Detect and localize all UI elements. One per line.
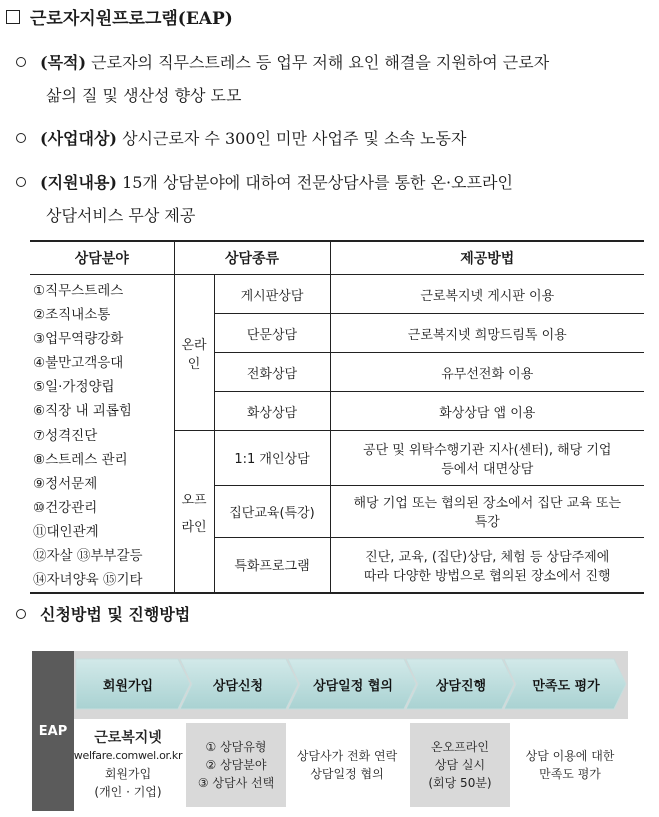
content-line2: 상담서비스 무상 제공 — [46, 206, 196, 225]
section-title — [6, 4, 233, 29]
content-key: (지원내용) — [40, 173, 117, 192]
card-line: ② 상담분야 — [205, 758, 267, 772]
step-label: 상담진행 — [435, 678, 487, 694]
method-line: 진단, 교육, (집단)상담, 체험 등 상담주제에 — [365, 549, 610, 565]
target-item — [16, 122, 466, 155]
field-item: ⑩건강관리 — [33, 499, 98, 516]
purpose-key: (목적) — [40, 53, 87, 72]
card-line: 상담사가 전화 연락 — [296, 749, 398, 763]
field-item: ⑫자살 ⑬부부갈등 — [33, 548, 143, 565]
offline-label-line2: 라인 — [181, 519, 207, 535]
type-cell: 전화상담 — [214, 353, 330, 392]
card-line: 상담일정 협의 — [310, 767, 384, 781]
card-line: 상담 이용에 대한 — [525, 749, 615, 763]
process-heading — [16, 598, 190, 631]
method-line: 공단 및 위탁수행기관 지사(센터), 해당 기업 — [363, 442, 612, 458]
card-line: 근로복지넷 — [94, 730, 162, 746]
survey-card — [516, 723, 624, 807]
card-line: welfare.comwel.or.kr — [73, 749, 183, 762]
card-line: ① 상담유형 — [205, 740, 267, 754]
card-line: 만족도 평가 — [539, 767, 601, 781]
header-type: 상담종류 — [174, 241, 330, 275]
circle-bullet-icon — [16, 57, 26, 67]
method-cell: 화상상담 앱 이용 — [330, 392, 644, 431]
type-cell: 단문상담 — [214, 314, 330, 353]
circle-bullet-icon — [16, 177, 26, 187]
method-cell — [330, 431, 644, 486]
type-cell: 1:1 개인상담 — [214, 431, 330, 486]
method-cell: 근로복지넷 희망드림톡 이용 — [330, 314, 644, 353]
field-item: ⑦성격진단 — [33, 427, 98, 444]
method-line: 등에서 대면상담 — [441, 461, 534, 477]
session-card — [410, 723, 510, 807]
step-label: 상담일정 협의 — [313, 678, 393, 694]
method-cell — [330, 485, 644, 537]
schedule-card — [292, 723, 402, 807]
header-field: 상담분야 — [30, 241, 174, 275]
process-diagram — [32, 651, 628, 811]
step-label: 상담신청 — [212, 678, 264, 694]
target-key: (사업대상) — [40, 129, 117, 148]
field-item: ⑧스트레스 관리 — [33, 451, 128, 468]
card-line: (개인 · 기업) — [94, 785, 162, 799]
field-item: ⑥직장 내 괴롭힘 — [33, 403, 132, 420]
apply-card — [186, 723, 286, 807]
type-cell: 게시판상담 — [214, 275, 330, 314]
field-item: ②조직내소통 — [33, 307, 111, 324]
type-cell: 화상상담 — [214, 392, 330, 431]
content-item — [16, 166, 513, 232]
field-item: ⑭자녀양육 ⑮기타 — [33, 572, 143, 589]
field-item: ①직무스트레스 — [33, 283, 124, 299]
arrow-band — [74, 651, 628, 719]
step-label: 회원가입 — [102, 678, 154, 694]
card-line: 상담 실시 — [434, 758, 486, 772]
circle-bullet-icon — [16, 609, 26, 619]
card-line: 온오프라인 — [431, 740, 489, 754]
purpose-line1: 근로자의 직무스트레스 등 업무 저해 요인 해결을 지원하여 근로자 — [91, 53, 550, 72]
type-cell: 집단교육(특강) — [214, 485, 330, 537]
method-line: 따라 다양한 방법으로 협의된 장소에서 진행 — [363, 568, 611, 584]
table-row — [30, 275, 644, 314]
field-item: ⑪대인관계 — [33, 523, 99, 540]
card-line: ③ 상담사 선택 — [197, 776, 275, 790]
method-cell: 유무선전화 이용 — [330, 353, 644, 392]
section-title-text: 근로자지원프로그램(EAP) — [30, 9, 233, 29]
field-item: ③업무역량강화 — [33, 331, 124, 348]
type-cell: 특화프로그램 — [214, 537, 330, 593]
fields-cell — [30, 275, 174, 594]
method-line: 해당 기업 또는 협의된 장소에서 집단 교육 또는 — [353, 496, 622, 512]
field-item: ⑨정서문제 — [33, 475, 98, 492]
card-line: 회원가입 — [104, 767, 152, 781]
card-line: (회당 50분) — [428, 776, 492, 790]
step-label: 만족도 평가 — [532, 678, 600, 694]
counseling-table — [30, 240, 644, 594]
offline-label-line1: 오프 — [181, 492, 207, 508]
table-header-row — [30, 241, 644, 275]
method-line: 특강 — [474, 515, 500, 531]
offline-label — [174, 431, 214, 594]
purpose-item — [16, 46, 549, 112]
header-method: 제공방법 — [330, 241, 644, 275]
checkbox-square-icon — [6, 10, 20, 24]
field-item: ⑤일·가정양립 — [33, 379, 115, 396]
purpose-line2: 삶의 질 및 생산성 향상 도모 — [46, 86, 242, 105]
circle-bullet-icon — [16, 133, 26, 143]
signup-card — [73, 723, 183, 807]
content-line1: 15개 상담분야에 대하여 전문상담사를 통한 온·오프라인 — [122, 173, 513, 192]
eap-label: EAP — [32, 651, 74, 811]
process-heading-text: 신청방법 및 진행방법 — [40, 605, 191, 624]
method-cell: 근로복지넷 게시판 이용 — [330, 275, 644, 314]
step-cards — [74, 719, 628, 811]
online-label: 온라인 — [174, 275, 214, 431]
target-text: 상시근로자 수 300인 미만 사업주 및 소속 노동자 — [122, 129, 467, 148]
field-item: ④불만고객응대 — [33, 355, 124, 372]
method-cell — [330, 537, 644, 593]
